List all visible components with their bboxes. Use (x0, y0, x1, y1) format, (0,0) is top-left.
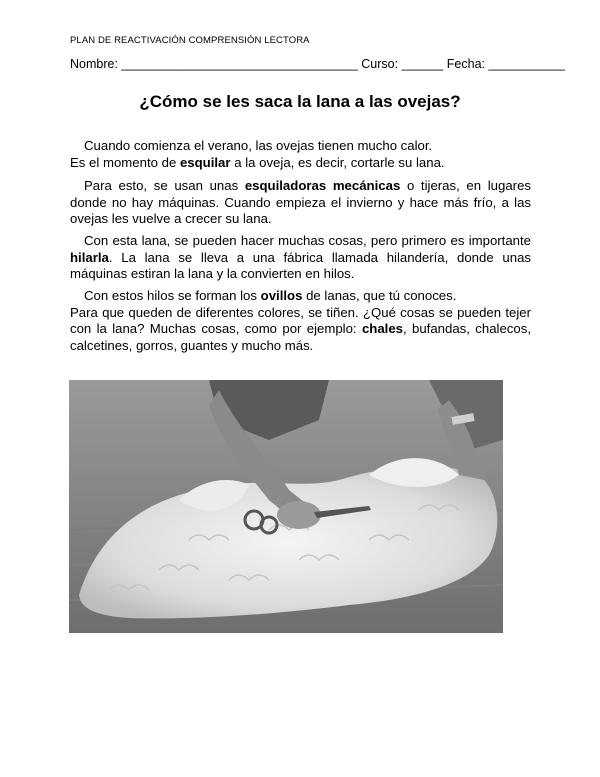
paragraph-1 (70, 138, 531, 171)
paragraph-4-rest (70, 305, 531, 355)
course-blank: ______ (401, 57, 444, 71)
sheep-shearing-photo (69, 380, 503, 633)
bold-term-esquiladoras: esquiladoras mecánicas (244, 178, 401, 193)
page-title: ¿Cómo se les saca la lana a las ovejas? (139, 92, 461, 111)
date-blank: ___________ (488, 57, 565, 71)
bold-term-hilarla: hilarla (70, 249, 109, 265)
paragraph-3 (70, 233, 531, 283)
course-label: Curso: (361, 57, 399, 71)
bold-term-esquilar: esquilar (179, 154, 231, 170)
text-run: a la oveja, es decir, cortarle su lana. (230, 154, 445, 170)
paragraph-4 (70, 288, 531, 354)
name-label: Nombre: (70, 57, 118, 71)
text-run: Con estos hilos se forman los (84, 288, 261, 303)
bold-term-chales: chales (361, 321, 403, 336)
paragraph-1-line-1: Cuando comienza el verano, las ovejas tienen mucho calor. (84, 138, 433, 153)
worksheet-header: PLAN DE REACTIVACIÓN COMPRENSIÓN LECTORA (70, 35, 310, 46)
paragraph-1-line-2 (70, 155, 531, 172)
text-run: o tijeras, en lugares donde no hay máquinas. Cuando empieza el invierno y hace más frío, a las ovejas les vuelve a crecer su lana. (70, 178, 531, 226)
text-run: Con esta lana, se pueden hacer muchas cosas, pero primero es importante (84, 233, 531, 248)
bold-term-ovillos: ovillos (260, 288, 303, 303)
paragraph-2 (70, 178, 531, 228)
paragraph-4-line-1 (70, 288, 531, 305)
text-run: Para esto, se usan unas (84, 178, 245, 193)
text-run: . La lana se lleva a una fábrica llamada hilandería, donde unas máquinas estiran la lana y la convierten en hilos. (70, 249, 531, 281)
date-label: Fecha: (446, 57, 486, 71)
student-info-line (70, 57, 565, 71)
photo-illustration (69, 380, 503, 633)
text-run: Para que queden de diferentes colores, se tiñen. ¿Qué cosas se pueden tejer con la lana? Muchas cosas, como por ejemplo: (70, 304, 531, 336)
text-run: Es el momento de (70, 154, 180, 170)
text-run: , bufandas, chalecos, calcetines, gorros, guantes y mucho más. (70, 321, 531, 353)
text-run: de lanas, que tú conoces. (302, 288, 457, 303)
name-blank: __________________________________ (121, 57, 358, 71)
